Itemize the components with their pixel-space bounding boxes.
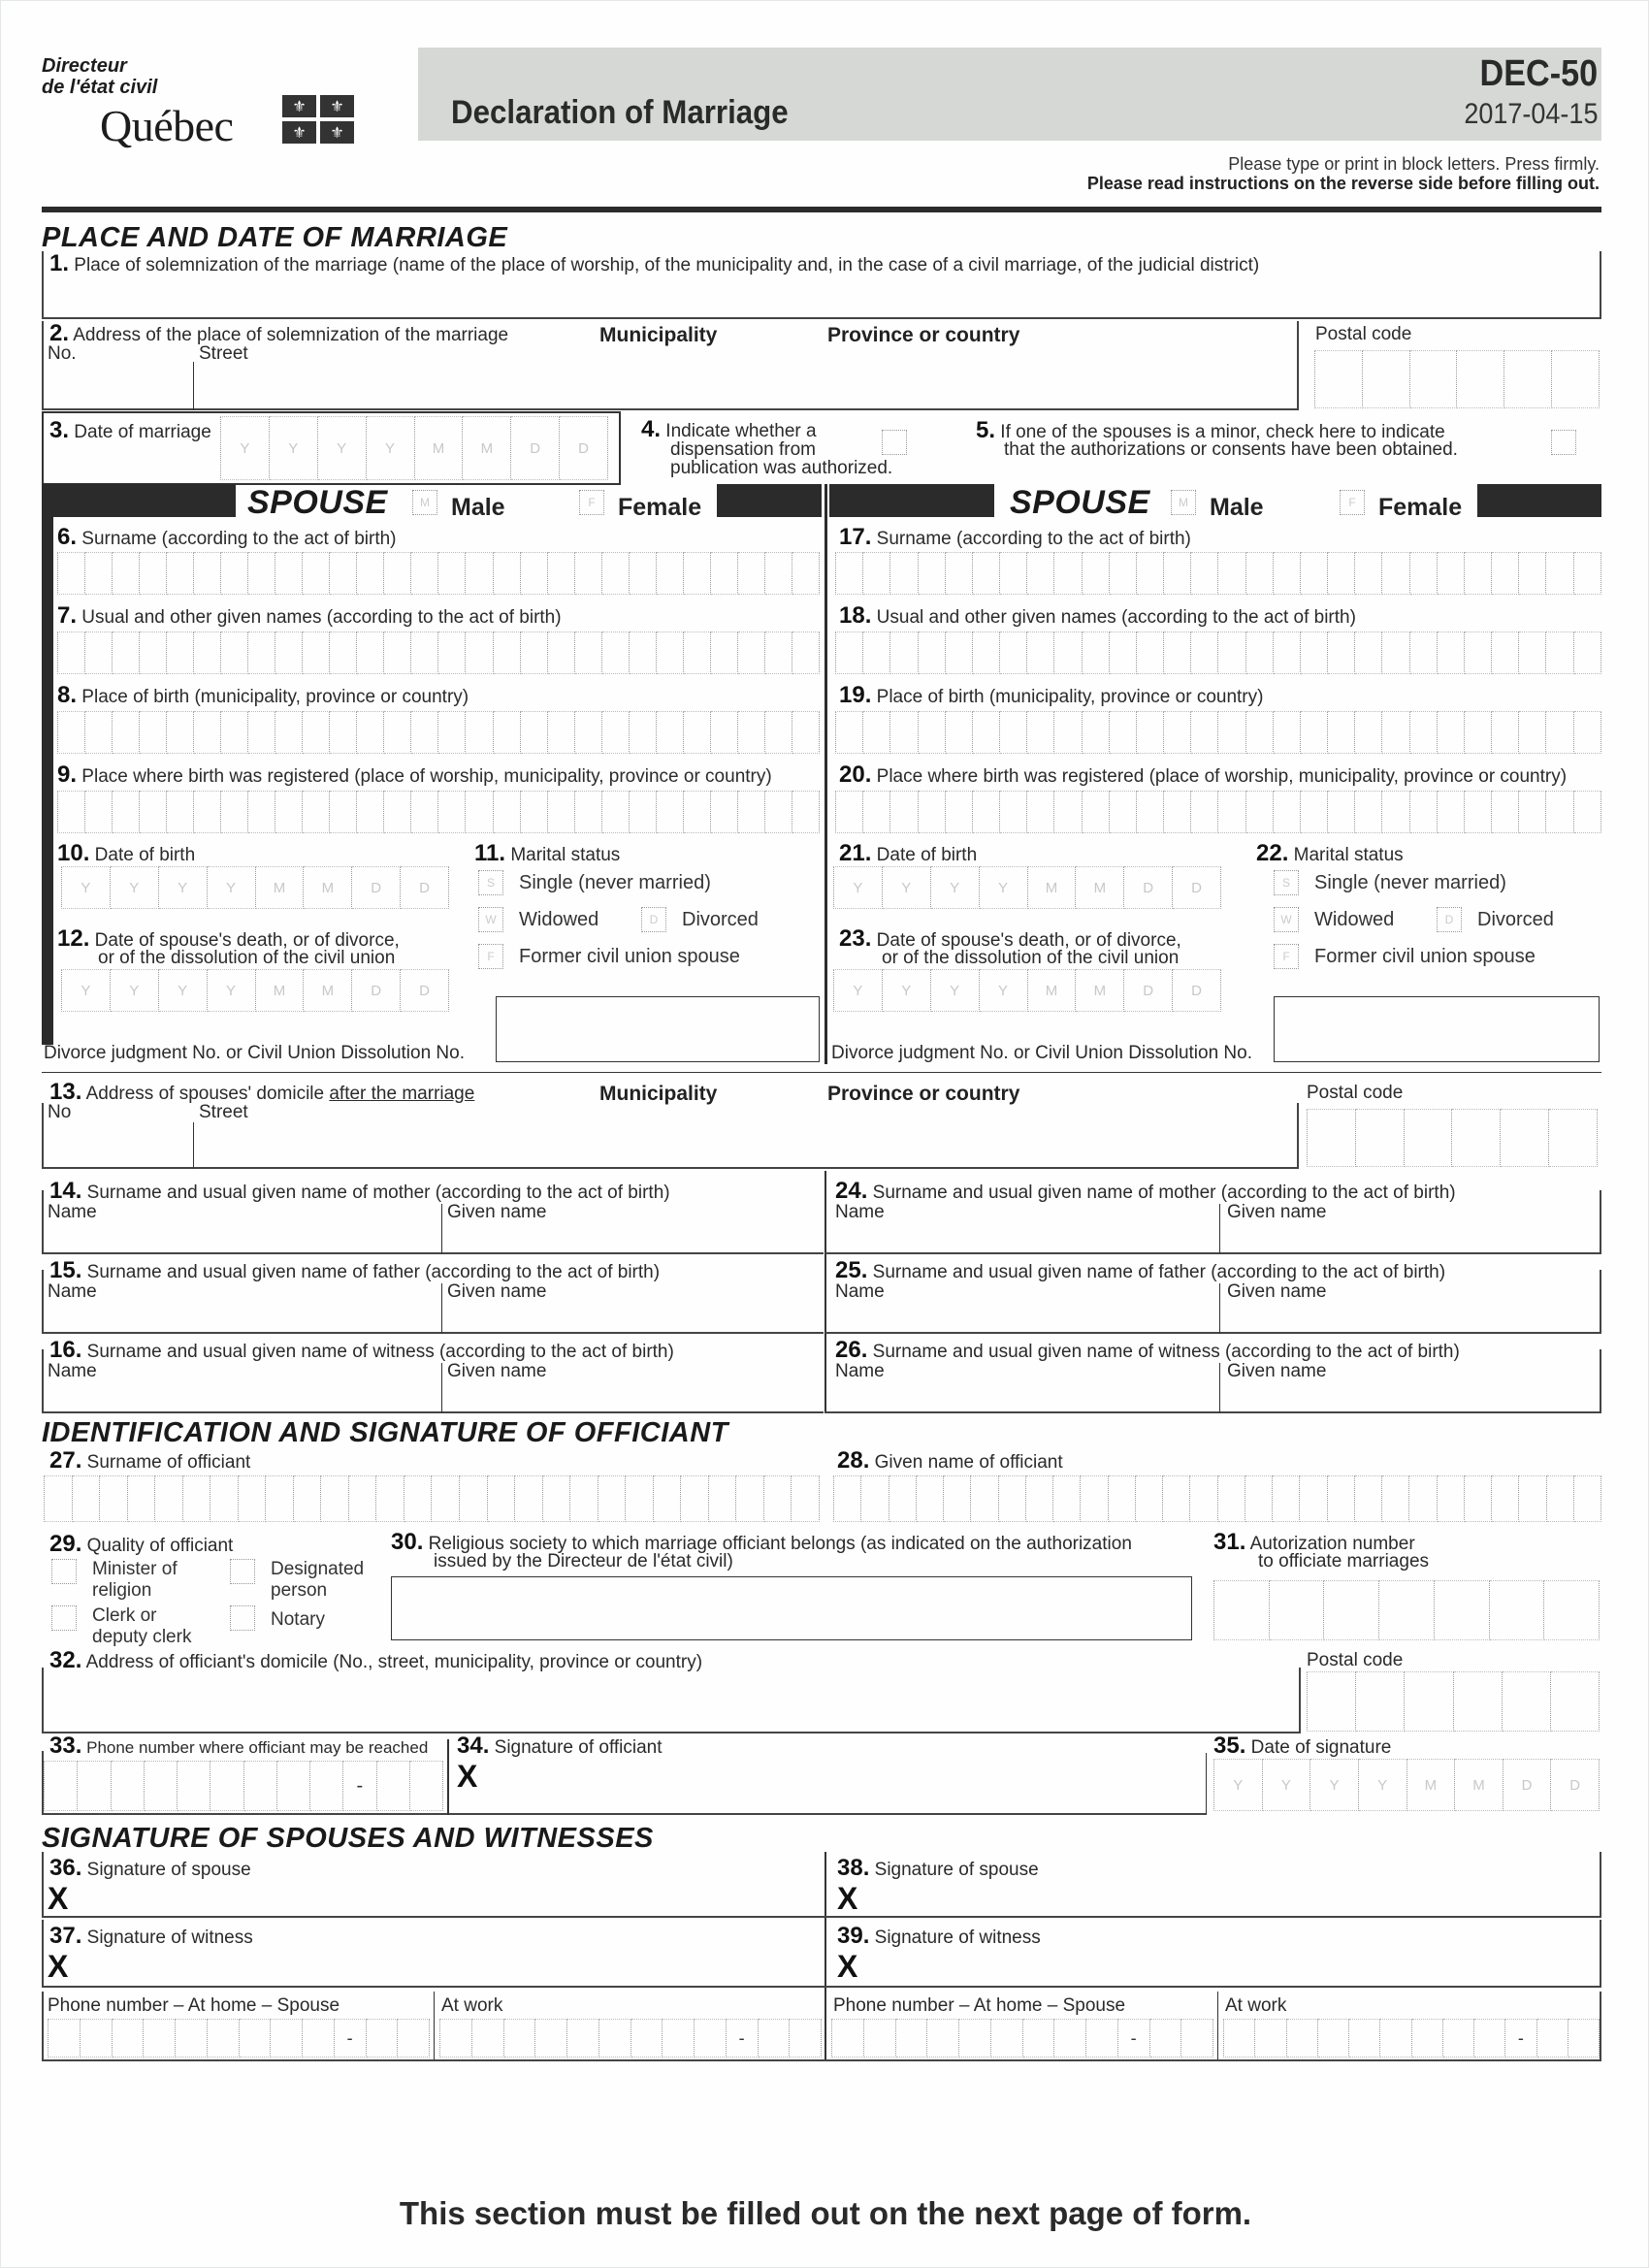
- spouse-header-bar-left-a: [42, 484, 236, 517]
- field-11-former-label: Former civil union spouse: [519, 946, 740, 967]
- notary-checkbox[interactable]: [230, 1605, 255, 1631]
- field-10-date-input[interactable]: Y Y Y Y M M D D: [61, 866, 449, 909]
- instructions-line2: Please read instructions on the reverse side before filling out.: [1086, 174, 1600, 193]
- field-14-label: 14. Surname and usual given name of mother (according to the act of birth): [49, 1178, 670, 1204]
- spouse-left-male-checkbox[interactable]: M: [412, 490, 437, 515]
- field-13-address-input[interactable]: [42, 1103, 1299, 1169]
- field-13-street-label: Street: [199, 1102, 248, 1122]
- clerk-checkbox[interactable]: [51, 1605, 77, 1631]
- field-18-input[interactable]: [835, 632, 1601, 674]
- field-35-divider: [1206, 1753, 1207, 1815]
- header-rule: [42, 207, 1601, 212]
- left-work-phone-input[interactable]: -: [439, 2019, 822, 2057]
- form-title: Declaration of Marriage: [451, 94, 789, 131]
- field-32-postal-label: Postal code: [1307, 1650, 1404, 1670]
- field-13-municipality-label: Municipality: [599, 1083, 718, 1105]
- field-4-label-c: publication was authorized.: [670, 458, 893, 478]
- field-16-given-label: Given name: [447, 1361, 547, 1381]
- field-37-label: 37. Signature of witness: [49, 1923, 253, 1949]
- field-19-input[interactable]: [835, 711, 1601, 754]
- field-15-label: 15. Surname and usual given name of father (according to the act of birth): [49, 1257, 661, 1283]
- field-24-given-label: Given name: [1227, 1202, 1327, 1222]
- field-11-single-checkbox[interactable]: S: [478, 870, 503, 895]
- field-30-input[interactable]: [391, 1576, 1192, 1640]
- field-6-label: 6. Surname (according to the act of birth): [57, 524, 397, 550]
- field-36-label: 36. Signature of spouse: [49, 1855, 251, 1881]
- field-10-label: 10. Date of birth: [57, 840, 196, 866]
- minister-label-b: religion: [92, 1580, 152, 1601]
- right-home-phone-input[interactable]: -: [831, 2019, 1213, 2057]
- field-13-no-label: No: [48, 1102, 72, 1122]
- designated-checkbox[interactable]: [230, 1559, 255, 1584]
- field-22-divorced-checkbox[interactable]: D: [1437, 907, 1462, 932]
- field-35-date-input[interactable]: Y Y Y Y M M D D: [1213, 1759, 1600, 1811]
- spouse-left-title: SPOUSE: [247, 484, 388, 521]
- left-work-phone-label: At work: [441, 1995, 503, 2016]
- field-32-input[interactable]: [42, 1668, 1301, 1733]
- section-officiant-title: IDENTIFICATION AND SIGNATURE OF OFFICIANT: [42, 1417, 728, 1448]
- field-11-widowed-label: Widowed: [519, 909, 599, 930]
- field-2-postal-label: Postal code: [1315, 324, 1412, 344]
- quebec-flag-logo: ⚜ ⚜ ⚜ ⚜: [282, 95, 354, 144]
- field-17-input[interactable]: [835, 552, 1601, 595]
- field-5-label: 5. If one of the spouses is a minor, check here to indicate: [976, 417, 1445, 443]
- field-6-input[interactable]: [57, 552, 820, 595]
- field-26-name-label: Name: [835, 1361, 885, 1381]
- field-15-given-label: Given name: [447, 1281, 547, 1302]
- field-17-label: 17. Surname (according to the act of birth): [839, 524, 1191, 550]
- spouse-header-bar-right-a: [829, 484, 994, 517]
- field-2-postal-boxes[interactable]: [1314, 350, 1600, 408]
- field-2-no-label: No.: [48, 343, 77, 364]
- field-12-date-input[interactable]: Y Y Y Y M M D D: [61, 969, 449, 1012]
- field-23-label: 23. Date of spouse's death, or of divorce,: [839, 925, 1181, 952]
- left-divorce-number-label: Divorce judgment No. or Civil Union Dissolution No.: [44, 1043, 466, 1063]
- field-2-street-label: Street: [199, 343, 248, 364]
- field-16-label: 16. Surname and usual given name of witness (according to the act of birth): [49, 1337, 674, 1363]
- clerk-label: Clerk or: [92, 1605, 157, 1626]
- field-5-label-b: that the authorizations or consents have been obtained.: [1004, 439, 1458, 460]
- field-25-name-label: Name: [835, 1281, 885, 1302]
- section-place-date-title: PLACE AND DATE OF MARRIAGE: [42, 222, 508, 253]
- field-28-label: 28. Given name of officiant: [837, 1447, 1063, 1474]
- field-25-label: 25. Surname and usual given name of father (according to the act of birth): [835, 1257, 1446, 1283]
- field-16-input[interactable]: [42, 1349, 824, 1413]
- footer-note: This section must be filled out on the next page of form.: [399, 2195, 1252, 2231]
- field-28-input[interactable]: [833, 1475, 1601, 1522]
- field-21-date-input[interactable]: Y Y Y Y M M D D: [833, 866, 1221, 909]
- field-31-label: 31. Autorization number: [1213, 1529, 1415, 1555]
- agency-name-line1: Directeur: [42, 55, 127, 77]
- field-13-no-divider: [193, 1122, 194, 1169]
- field-22-widowed-label: Widowed: [1314, 909, 1395, 930]
- field-4-label-b: dispensation from: [670, 439, 816, 460]
- field-38-label: 38. Signature of spouse: [837, 1855, 1039, 1881]
- field-35-label: 35. Date of signature: [1213, 1733, 1392, 1759]
- field-2-municipality-label: Municipality: [599, 324, 718, 346]
- field-34-divider: [447, 1739, 449, 1815]
- quebec-wordmark: Québec: [100, 101, 234, 150]
- field-21-label: 21. Date of birth: [839, 840, 978, 866]
- field-13-postal-boxes[interactable]: [1307, 1109, 1598, 1167]
- left-column-bar: [42, 484, 53, 1045]
- field-9-label: 9. Place where birth was registered (place of worship, municipality, province or country): [57, 761, 772, 788]
- field-1-label: 1. Place of solemnization of the marriage (name of the place of worship, of the municipality and, in the case of a civil marriage, of the judicial district): [49, 250, 1260, 276]
- field-26-divider: [1219, 1363, 1220, 1413]
- field-11-divorced-checkbox[interactable]: D: [641, 907, 666, 932]
- field-25-input[interactable]: [825, 1270, 1601, 1334]
- field-14-given-label: Given name: [447, 1202, 547, 1222]
- field-24-name-label: Name: [835, 1202, 885, 1222]
- spouse-header-bar-right-b: [1477, 484, 1601, 517]
- field-26-given-label: Given name: [1227, 1361, 1327, 1381]
- field-22-former-label: Former civil union spouse: [1314, 946, 1536, 967]
- field-20-input[interactable]: [835, 791, 1601, 833]
- field-24-divider: [1219, 1204, 1220, 1254]
- spouse-right-title: SPOUSE: [1010, 484, 1150, 521]
- field-22-label: 22. Marital status: [1256, 840, 1404, 866]
- field-2-address-input[interactable]: [42, 321, 1299, 410]
- field-3-date-input[interactable]: Y Y Y Y M M D D: [220, 416, 608, 480]
- field-3-label: 3. Date of marriage: [49, 417, 211, 443]
- field-15-name-label: Name: [48, 1281, 97, 1302]
- right-work-phone-input[interactable]: -: [1223, 2019, 1600, 2057]
- witness-2-signature-input[interactable]: X: [837, 1949, 858, 1984]
- left-home-phone-label: Phone number – At home – Spouse: [48, 1995, 340, 2016]
- right-home-phone-label: Phone number – At home – Spouse: [833, 1995, 1126, 2016]
- field-18-label: 18. Usual and other given names (according to the act of birth): [839, 602, 1356, 629]
- spouse-right-male-label: Male: [1210, 494, 1264, 521]
- field-32-postal-boxes[interactable]: [1307, 1671, 1600, 1732]
- field-14-divider: [441, 1204, 442, 1254]
- field-26-label: 26. Surname and usual given name of witness (according to the act of birth): [835, 1337, 1460, 1363]
- field-30-label-b: issued by the Directeur de l'état civil): [434, 1551, 733, 1571]
- left-home-phone-input[interactable]: -: [48, 2019, 430, 2057]
- designated-label-b: person: [271, 1580, 328, 1601]
- field-25-given-label: Given name: [1227, 1281, 1327, 1302]
- right-work-phone-label: At work: [1225, 1995, 1287, 2016]
- field-33-input[interactable]: -: [44, 1761, 443, 1811]
- field-7-input[interactable]: [57, 632, 820, 674]
- witness-signature-row: [42, 1920, 1601, 1988]
- field-33-34-frame: [42, 1751, 1206, 1815]
- field-32-label: 32. Address of officiant's domicile (No., street, municipality, province or country): [49, 1647, 703, 1673]
- field-22-single-label: Single (never married): [1314, 872, 1506, 893]
- field-5-checkbox[interactable]: [1551, 430, 1576, 455]
- field-34-label: 34. Signature of officiant: [457, 1733, 663, 1759]
- field-13-label: 13. Address of spouses' domicile after the marriage: [49, 1079, 475, 1105]
- form-code: DEC-50: [1479, 53, 1598, 94]
- field-29-label: 29. Quality of officiant: [49, 1531, 234, 1557]
- column-divider: [824, 484, 827, 1064]
- field-22-former-checkbox[interactable]: F: [1274, 944, 1299, 969]
- field-11-label: 11. Marital status: [474, 840, 621, 866]
- agency-name-line2: de l'état civil: [42, 77, 158, 98]
- field-16-name-label: Name: [48, 1361, 97, 1381]
- form-date: 2017-04-15: [1463, 98, 1598, 130]
- field-8-input[interactable]: [57, 711, 820, 754]
- left-divorce-number-input[interactable]: [496, 996, 820, 1062]
- field-9-input[interactable]: [57, 791, 820, 833]
- field-30-label: 30. Religious society to which marriage officiant belongs (as indicated on the authorization: [391, 1529, 1132, 1555]
- field-15-divider: [441, 1283, 442, 1334]
- minister-checkbox[interactable]: [51, 1559, 77, 1584]
- field-31-label-b: to officiate marriages: [1258, 1551, 1430, 1571]
- witness-1-signature-input[interactable]: X: [48, 1949, 69, 1984]
- field-11-former-checkbox[interactable]: F: [478, 944, 503, 969]
- field-19-label: 19. Place of birth (municipality, province or country): [839, 682, 1264, 708]
- field-27-label: 27. Surname of officiant: [49, 1447, 251, 1474]
- field-2-no-divider: [193, 362, 194, 410]
- field-24-input[interactable]: [825, 1190, 1601, 1254]
- field-15-input[interactable]: [42, 1270, 824, 1334]
- field-11-divorced-label: Divorced: [682, 909, 759, 930]
- spouse-right-female-label: Female: [1378, 494, 1463, 521]
- field-33-label: 33. Phone number where officiant may be reached: [49, 1733, 429, 1759]
- field-2-province-label: Province or country: [827, 324, 1020, 346]
- spouse-right-female-checkbox[interactable]: F: [1340, 490, 1365, 515]
- spouse-signature-row: [42, 1852, 1601, 1918]
- field-12-label: 12. Date of spouse's death, or of divorce,: [57, 925, 400, 952]
- spouse-2-signature-input[interactable]: X: [837, 1881, 858, 1916]
- field-14-name-label: Name: [48, 1202, 97, 1222]
- field-8-label: 8. Place of birth (municipality, province or country): [57, 682, 469, 708]
- field-23-label-b: or of the dissolution of the civil union: [882, 948, 1180, 968]
- field-26-input[interactable]: [825, 1349, 1601, 1413]
- field-11-widowed-checkbox[interactable]: W: [478, 907, 503, 932]
- right-divorce-number-input[interactable]: [1274, 996, 1600, 1062]
- spouse-left-female-label: Female: [618, 494, 702, 521]
- field-14-input[interactable]: [42, 1190, 824, 1254]
- field-4-checkbox[interactable]: [882, 430, 907, 455]
- field-22-single-checkbox[interactable]: S: [1274, 870, 1299, 895]
- section-signatures-title: SIGNATURE OF SPOUSES AND WITNESSES: [42, 1823, 654, 1854]
- spouse-1-signature-input[interactable]: X: [48, 1881, 69, 1916]
- spouse-right-male-checkbox[interactable]: M: [1171, 490, 1196, 515]
- field-22-widowed-checkbox[interactable]: W: [1274, 907, 1299, 932]
- instructions-line1: Please type or print in block letters. Press firmly.: [1228, 154, 1600, 174]
- field-25-divider: [1219, 1283, 1220, 1334]
- field-16-divider: [441, 1363, 442, 1413]
- field-27-input[interactable]: [44, 1475, 820, 1522]
- field-22-divorced-label: Divorced: [1477, 909, 1554, 930]
- field-7-label: 7. Usual and other given names (according to the act of birth): [57, 602, 562, 629]
- designated-label: Designated: [271, 1559, 365, 1579]
- field-39-label: 39. Signature of witness: [837, 1923, 1041, 1949]
- field-20-label: 20. Place where birth was registered (place of worship, municipality, province or country): [839, 761, 1568, 788]
- field-11-single-label: Single (never married): [519, 872, 711, 893]
- field-4-label: 4. Indicate whether a: [641, 416, 817, 442]
- field-24-label: 24. Surname and usual given name of mother (according to the act of birth): [835, 1178, 1456, 1204]
- spouse-left-female-checkbox[interactable]: F: [579, 490, 604, 515]
- right-divorce-number-label: Divorce judgment No. or Civil Union Dissolution No.: [831, 1043, 1253, 1063]
- phone-row-frame: [42, 1992, 1601, 2061]
- field-2-label: 2. Address of the place of solemnization of the marriage: [49, 320, 509, 346]
- field-23-date-input[interactable]: Y Y Y Y M M D D: [833, 969, 1221, 1012]
- field-1-input[interactable]: [42, 251, 1601, 319]
- minister-label: Minister of: [92, 1559, 178, 1579]
- notary-label: Notary: [271, 1609, 325, 1630]
- field-13-postal-label: Postal code: [1307, 1083, 1404, 1103]
- spouse-section-bottom-rule: [42, 1072, 1601, 1073]
- spouse-header-bar-left-b: [717, 484, 822, 517]
- officiant-signature-input[interactable]: X: [457, 1759, 478, 1794]
- field-13-province-label: Province or country: [827, 1083, 1020, 1105]
- spouse-left-male-label: Male: [451, 494, 505, 521]
- field-12-label-b: or of the dissolution of the civil union: [98, 948, 396, 968]
- clerk-label-b: deputy clerk: [92, 1627, 192, 1647]
- field-31-input[interactable]: [1213, 1580, 1600, 1640]
